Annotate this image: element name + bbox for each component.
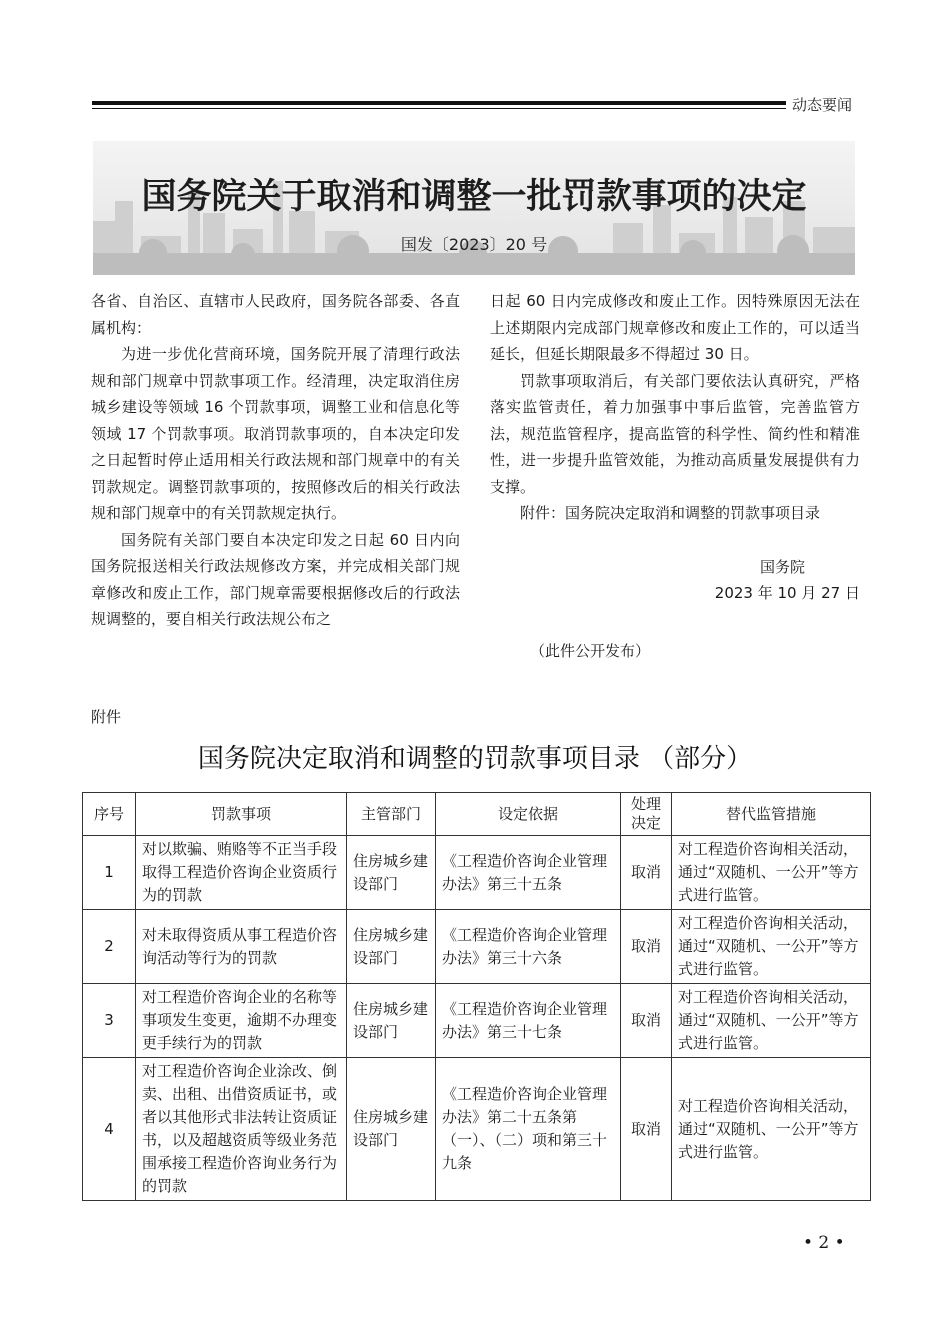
signature-date: 2023 年 10 月 27 日: [714, 584, 860, 602]
cell-decision: 取消: [621, 836, 672, 910]
table-row: [83, 910, 871, 984]
cell-no: 3: [83, 984, 136, 1058]
body-left-column: [91, 288, 460, 633]
table-header-row: [83, 793, 871, 836]
cell-decision: 取消: [621, 910, 672, 984]
title-banner: [93, 141, 855, 275]
paragraph-2-continued: 日起 60 日内完成修改和废止工作。因特殊原因无法在上述期限内完成部门规章修改和废止工作的，可以适当延长，但延长期限最多不得超过 30 日。: [490, 292, 860, 363]
appendix-label: 附件: [91, 708, 122, 726]
paragraph-1: 为进一步优化营商环境，国务院开展了清理行政法规和部门规章中罚款事项工作。经清理，决定取消住房城乡建设等领域 16 个罚款事项，调整工业和信息化等领域 17 个罚款事项。取消罚款事项的，自本决定印发之日起暂时停止适用相关行政法规和部门规章中的有关罚款规定。调整罚款事项的，按照修改后的相关行政法规和部门规章中的有关罚款规定执行。: [91, 345, 460, 522]
cell-decision: 取消: [621, 984, 672, 1058]
header-no: 序号: [83, 793, 136, 836]
document-title: 国务院关于取消和调整一批罚款事项的决定: [141, 177, 807, 217]
addressee: 各省、自治区、直辖市人民政府，国务院各部委、各直属机构：: [91, 292, 460, 337]
paragraph-2: [91, 527, 460, 633]
header-alt: 替代监管措施: [672, 793, 871, 836]
appendix-title: 国务院决定取消和调整的罚款事项目录 （部分）: [197, 744, 753, 774]
cell-item: 对工程造价咨询企业的名称等事项发生变更，逾期不办理变更手续行为的罚款: [136, 984, 347, 1058]
cell-basis: 《工程造价咨询企业管理办法》第三十五条: [436, 836, 621, 910]
document-number: 国发〔2023〕20 号: [400, 235, 548, 254]
cell-basis: 《工程造价咨询企业管理办法》第三十七条: [436, 984, 621, 1058]
header-dept: 主管部门: [347, 793, 436, 836]
cell-item: 对未取得资质从事工程造价咨询活动等行为的罚款: [136, 910, 347, 984]
cell-dept: 住房城乡建设部门: [347, 984, 436, 1058]
cell-dept: 住房城乡建设部门: [347, 836, 436, 910]
page-number: • 2 •: [803, 1233, 845, 1253]
header-decision: 处理决定: [621, 793, 672, 836]
section-label: 动态要闻: [792, 96, 853, 114]
cell-alt: 对工程造价咨询相关活动，通过“双随机、一公开”等方式进行监管。: [672, 910, 871, 984]
header-rule: [92, 101, 786, 105]
header-basis: 设定依据: [436, 793, 621, 836]
cell-alt: 对工程造价咨询相关活动，通过“双随机、一公开”等方式进行监管。: [672, 984, 871, 1058]
paragraph-3: 罚款事项取消后，有关部门要依法认真研究，严格落实监管责任，着力加强事中事后监管，完善监管方法，规范监管程序，提高监管的科学性、简约性和精准性，进一步提升监管效能，为推动高质量发展提供有力支撑。: [490, 371, 860, 496]
cell-no: 4: [83, 1058, 136, 1201]
cell-no: 1: [83, 836, 136, 910]
cell-dept: 住房城乡建设部门: [347, 1058, 436, 1201]
table-row: [83, 836, 871, 910]
cell-alt: 对工程造价咨询相关活动，通过“双随机、一公开”等方式进行监管。: [672, 836, 871, 910]
cell-item: 对以欺骗、贿赂等不正当手段取得工程造价咨询企业资质行为的罚款: [136, 836, 347, 910]
table-row: [83, 984, 871, 1058]
body-right-column: [490, 288, 860, 607]
cell-item: 对工程造价咨询企业涂改、倒卖、出租、出借资质证书，或者以其他形式非法转让资质证书，以及超越资质等级业务范围承接工程造价咨询业务行为的罚款: [136, 1058, 347, 1201]
attachment-note: 附件：国务院决定取消和调整的罚款事项目录: [520, 504, 821, 522]
cell-decision: 取消: [621, 1058, 672, 1201]
cell-alt: 对工程造价咨询相关活动，通过“双随机、一公开”等方式进行监管。: [672, 1058, 871, 1201]
header-item: 罚款事项: [136, 793, 347, 836]
cell-basis: 《工程造价咨询企业管理办法》第三十六条: [436, 910, 621, 984]
paragraph-2-text: 国务院有关部门要自本决定印发之日起 60 日内向国务院报送相关行政法规修改方案，并完成相关部门规章修改和废止工作，部门规章需要根据修改后的行政法规调整的，要自相关行政法规公布之: [91, 530, 460, 628]
signature: 国务院: [759, 557, 805, 576]
cell-no: 2: [83, 910, 136, 984]
penalty-items-table: [82, 792, 871, 1201]
header-rule-thin: [92, 108, 786, 109]
table-row: [83, 1058, 871, 1201]
cell-dept: 住房城乡建设部门: [347, 910, 436, 984]
publish-note: （此件公开发布）: [530, 642, 651, 660]
cell-basis: 《工程造价咨询企业管理办法》第二十五条第（一）、（二）项和第三十九条: [436, 1058, 621, 1201]
